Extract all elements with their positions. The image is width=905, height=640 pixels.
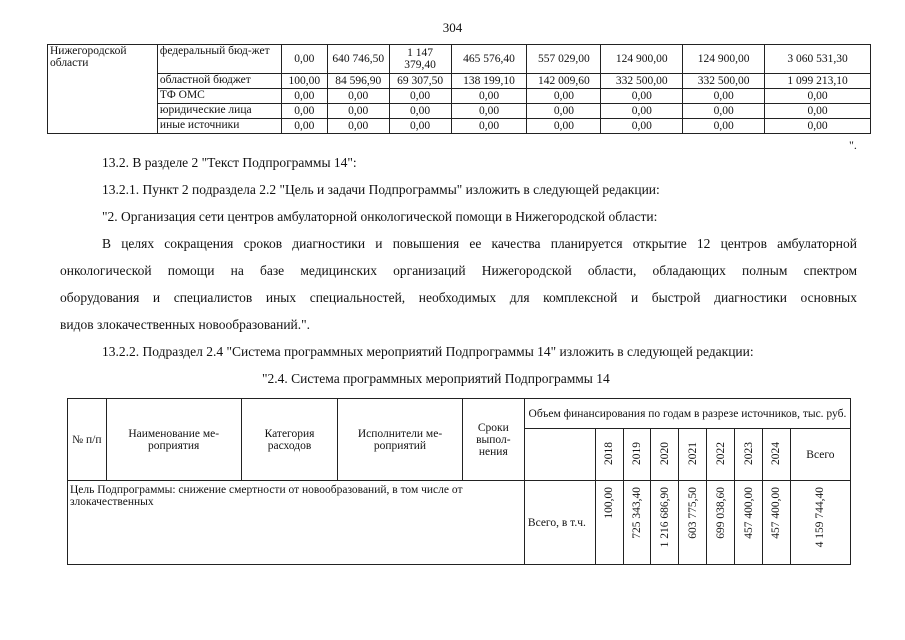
value-cell: 0,00	[281, 89, 327, 104]
header-year	[707, 429, 735, 481]
header-num: № п/п	[68, 399, 107, 481]
paragraph-13-2-2: 13.2.2. Подраздел 2.4 "Система программных мероприятий Подпрограммы 14" изложить в следующей редакции:	[102, 344, 754, 359]
source-cell: юридические лица	[157, 104, 281, 119]
value-cell: 0,00	[327, 104, 389, 119]
table-row	[48, 74, 871, 89]
year-label: 2022	[714, 441, 727, 465]
value-cell: 0,00	[281, 45, 327, 74]
value-cell: 84 596,90	[327, 74, 389, 89]
year-label: 2018	[603, 441, 616, 465]
value-cell: 138 199,10	[451, 74, 527, 89]
header-funding: Объем финансирования по годам в разрезе источников, тыс. руб.	[524, 399, 850, 429]
goal-row-label: Всего, в т.ч.	[524, 481, 595, 565]
paragraph-body-line-2: онкологической помощи на базе медицинских организаций Нижегородской области, обладающих полным спектром	[60, 263, 857, 278]
goal-value-cell	[595, 481, 623, 565]
value-cell: 465 576,40	[451, 45, 527, 74]
value-cell: 3 060 531,30	[765, 45, 871, 74]
value-cell: 640 746,50	[327, 45, 389, 74]
value-cell: 0,00	[765, 89, 871, 104]
value-cell: 0,00	[389, 104, 451, 119]
value-cell: 1 099 213,10	[765, 74, 871, 89]
header-year	[679, 429, 707, 481]
goal-value-cell	[651, 481, 679, 565]
year-label: 2020	[658, 441, 671, 465]
value-cell: 0,00	[601, 119, 683, 134]
year-label: 2023	[742, 441, 755, 465]
paragraph-body-line-3: оборудования и специалистов иных специальностей, необходимых для комплексной и быстрой диагностики основных	[60, 290, 857, 305]
paragraph-13-2-1: 13.2.1. Пункт 2 подраздела 2.2 "Цель и задачи Подпрограммы" изложить в следующей редакции:	[102, 182, 660, 197]
source-cell: иные источники	[157, 119, 281, 134]
paragraph-body-line-1: В целях сокращения сроков диагностики и повышения ее качества планируется открытие 12 центров амбулаторной	[102, 236, 857, 251]
value-cell: 0,00	[527, 104, 601, 119]
program-measures-table	[67, 398, 851, 565]
value-cell: 0,00	[683, 89, 765, 104]
subsection-title: "2.4. Система программных мероприятий Подпрограммы 14	[262, 371, 610, 386]
table-row	[48, 89, 871, 104]
value-cell: 100,00	[281, 74, 327, 89]
value-cell: 124 900,00	[601, 45, 683, 74]
goal-value: 100,00	[603, 487, 616, 519]
value-cell: 0,00	[281, 119, 327, 134]
value-cell: 0,00	[527, 119, 601, 134]
goal-value: 699 038,60	[714, 487, 727, 539]
header-year	[623, 429, 651, 481]
table-row	[48, 104, 871, 119]
goal-value: 457 400,00	[742, 487, 755, 539]
paragraph-body-line-4: видов злокачественных новообразований.".	[60, 317, 311, 332]
header-name: Наименование ме-роприятия	[106, 399, 241, 481]
goal-value-cell	[790, 481, 850, 565]
value-cell: 0,00	[327, 119, 389, 134]
header-year	[595, 429, 623, 481]
year-label: 2021	[686, 441, 699, 465]
header-executors: Исполнители ме-роприятий	[338, 399, 462, 481]
goal-value-cell	[762, 481, 790, 565]
value-cell: 0,00	[683, 119, 765, 134]
value-cell: 0,00	[451, 119, 527, 134]
value-cell: 1 147 379,40	[389, 45, 451, 74]
goal-value-cell	[707, 481, 735, 565]
funding-sources-table	[47, 44, 871, 134]
header-empty	[524, 429, 595, 481]
paragraph-point-2: "2. Организация сети центров амбулаторной онкологической помощи в Нижегородской области:	[102, 209, 658, 224]
value-cell: 0,00	[389, 89, 451, 104]
goal-value: 603 775,50	[686, 487, 699, 539]
value-cell: 557 029,00	[527, 45, 601, 74]
year-label: 2019	[631, 441, 643, 465]
value-cell: 0,00	[327, 89, 389, 104]
value-cell: 0,00	[765, 104, 871, 119]
goal-value-cell	[623, 481, 651, 565]
goal-text: Цель Подпрограммы: снижение смертности от новообразований, в том числе от злокачественных	[68, 481, 525, 565]
value-cell: 332 500,00	[683, 74, 765, 89]
goal-value: 4 159 744,40	[814, 487, 827, 548]
value-cell: 0,00	[527, 89, 601, 104]
value-cell: 0,00	[281, 104, 327, 119]
value-cell: 0,00	[683, 104, 765, 119]
value-cell: 0,00	[389, 119, 451, 134]
page-number: 304	[442, 20, 463, 35]
value-cell: 69 307,50	[389, 74, 451, 89]
value-cell: 142 009,60	[527, 74, 601, 89]
paragraph-13-2: 13.2. В разделе 2 "Текст Подпрограммы 14":	[102, 155, 357, 170]
table-row	[48, 45, 871, 74]
source-cell: областной бюджет	[157, 74, 281, 89]
goal-value: 1 216 686,90	[658, 487, 671, 548]
source-cell: ТФ ОМС	[157, 89, 281, 104]
value-cell: 0,00	[601, 89, 683, 104]
closing-quote: ".	[849, 138, 857, 152]
goal-value-cell	[679, 481, 707, 565]
header-category: Категория расходов	[241, 399, 338, 481]
header-year	[735, 429, 763, 481]
header-year	[762, 429, 790, 481]
value-cell: 0,00	[451, 104, 527, 119]
value-cell: 332 500,00	[601, 74, 683, 89]
goal-value-cell	[735, 481, 763, 565]
goal-value: 457 400,00	[770, 487, 783, 539]
table-row	[48, 119, 871, 134]
header-terms: Сроки выпол-нения	[462, 399, 524, 481]
header-total: Всего	[790, 429, 850, 481]
value-cell: 124 900,00	[683, 45, 765, 74]
goal-value: 725 343,40	[631, 487, 643, 539]
region-cell: Нижегородской области	[48, 45, 158, 134]
source-cell: федеральный бюд-жет	[157, 45, 281, 74]
year-label: 2024	[770, 441, 783, 465]
value-cell: 0,00	[451, 89, 527, 104]
value-cell: 0,00	[765, 119, 871, 134]
value-cell: 0,00	[601, 104, 683, 119]
header-year	[651, 429, 679, 481]
